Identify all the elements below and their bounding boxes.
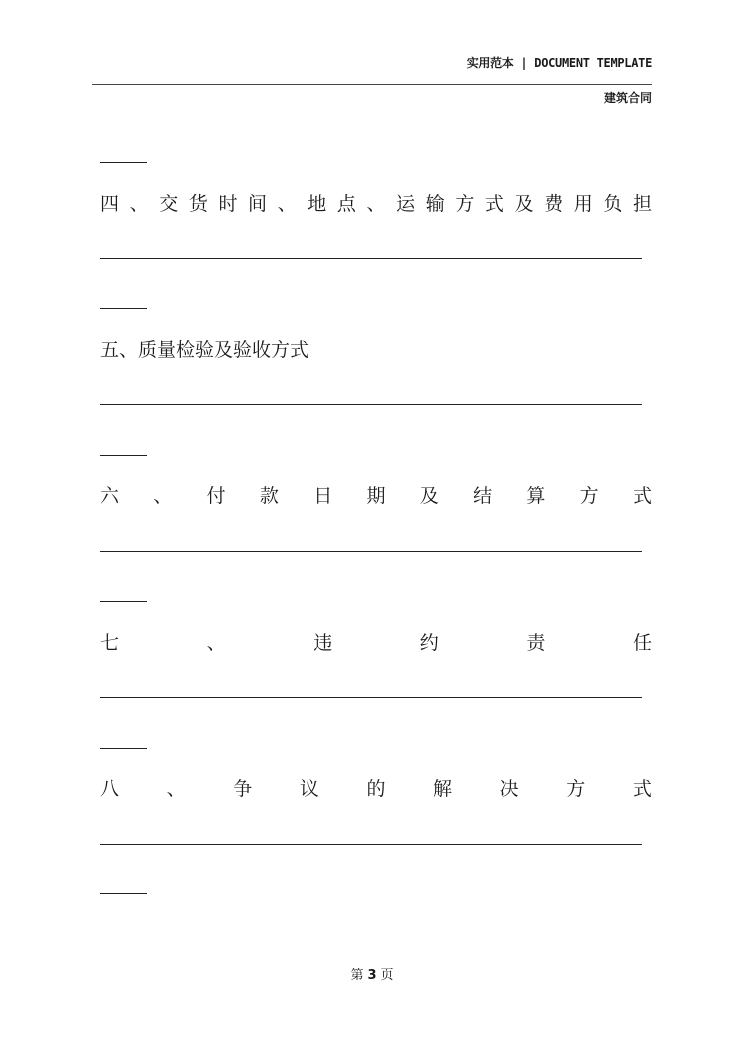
- heading-char: 日: [313, 485, 333, 507]
- heading-char: 点: [336, 193, 356, 215]
- blank-line-stub: [100, 893, 147, 894]
- heading-char: 及: [419, 485, 439, 507]
- heading-char: 的: [366, 778, 386, 800]
- heading-char: 六: [100, 485, 120, 507]
- blank-line: [100, 404, 642, 405]
- heading-char: 七: [100, 632, 120, 654]
- heading-char: 、: [166, 778, 186, 800]
- blank-line: [100, 258, 642, 259]
- heading-char: 违: [313, 632, 333, 654]
- footer-suffix: 页: [380, 968, 394, 983]
- section-5-heading: 五、质量检验及验收方式: [100, 339, 310, 361]
- heading-char: 解: [433, 778, 453, 800]
- footer-prefix: 第: [350, 968, 364, 983]
- heading-char: 款: [259, 485, 279, 507]
- heading-char: 方: [455, 193, 475, 215]
- heading-char: 时: [218, 193, 238, 215]
- heading-char: 议: [299, 778, 319, 800]
- page-number: 3: [367, 968, 377, 983]
- heading-char: 争: [233, 778, 253, 800]
- blank-line: [100, 551, 642, 552]
- header-divider: [92, 84, 652, 85]
- section-7-heading: [100, 631, 652, 655]
- heading-char: 用: [573, 193, 593, 215]
- blank-line-stub: [100, 748, 147, 749]
- heading-char: 交: [159, 193, 179, 215]
- heading-char: 任: [632, 632, 652, 654]
- heading-char: 算: [526, 485, 546, 507]
- heading-char: 期: [366, 485, 386, 507]
- heading-char: 式: [632, 485, 652, 507]
- heading-char: 及: [514, 193, 534, 215]
- heading-char: 八: [100, 778, 120, 800]
- blank-line: [100, 697, 642, 698]
- page-footer: [0, 964, 744, 983]
- heading-char: 责: [526, 632, 546, 654]
- heading-char: 担: [632, 193, 652, 215]
- heading-char: 输: [425, 193, 445, 215]
- heading-char: 四: [100, 193, 120, 215]
- section-4-heading: [100, 192, 652, 216]
- blank-line-stub: [100, 601, 147, 602]
- heading-char: 方: [579, 485, 599, 507]
- page-header-subtitle: 建筑合同: [603, 91, 652, 105]
- heading-char: 式: [484, 193, 504, 215]
- heading-char: 、: [129, 193, 149, 215]
- heading-char: 方: [566, 778, 586, 800]
- heading-char: 间: [248, 193, 268, 215]
- heading-char: 货: [188, 193, 208, 215]
- blank-line-stub: [100, 162, 147, 163]
- heading-char: 、: [277, 193, 297, 215]
- section-8-heading: [100, 777, 652, 801]
- heading-char: 运: [396, 193, 416, 215]
- heading-char: 决: [499, 778, 519, 800]
- heading-char: 约: [419, 632, 439, 654]
- section-6-heading: [100, 484, 652, 508]
- blank-line-stub: [100, 308, 147, 309]
- heading-char: 、: [153, 485, 173, 507]
- heading-char: 费: [544, 193, 564, 215]
- heading-char: 负: [603, 193, 623, 215]
- page-header-title: 实用范本 | DOCUMENT TEMPLATE: [466, 56, 652, 70]
- heading-char: 、: [366, 193, 386, 215]
- heading-char: 结: [473, 485, 493, 507]
- blank-line: [100, 844, 642, 845]
- heading-char: 式: [632, 778, 652, 800]
- blank-line-stub: [100, 455, 147, 456]
- heading-char: 地: [307, 193, 327, 215]
- heading-char: 、: [206, 632, 226, 654]
- heading-char: 付: [206, 485, 226, 507]
